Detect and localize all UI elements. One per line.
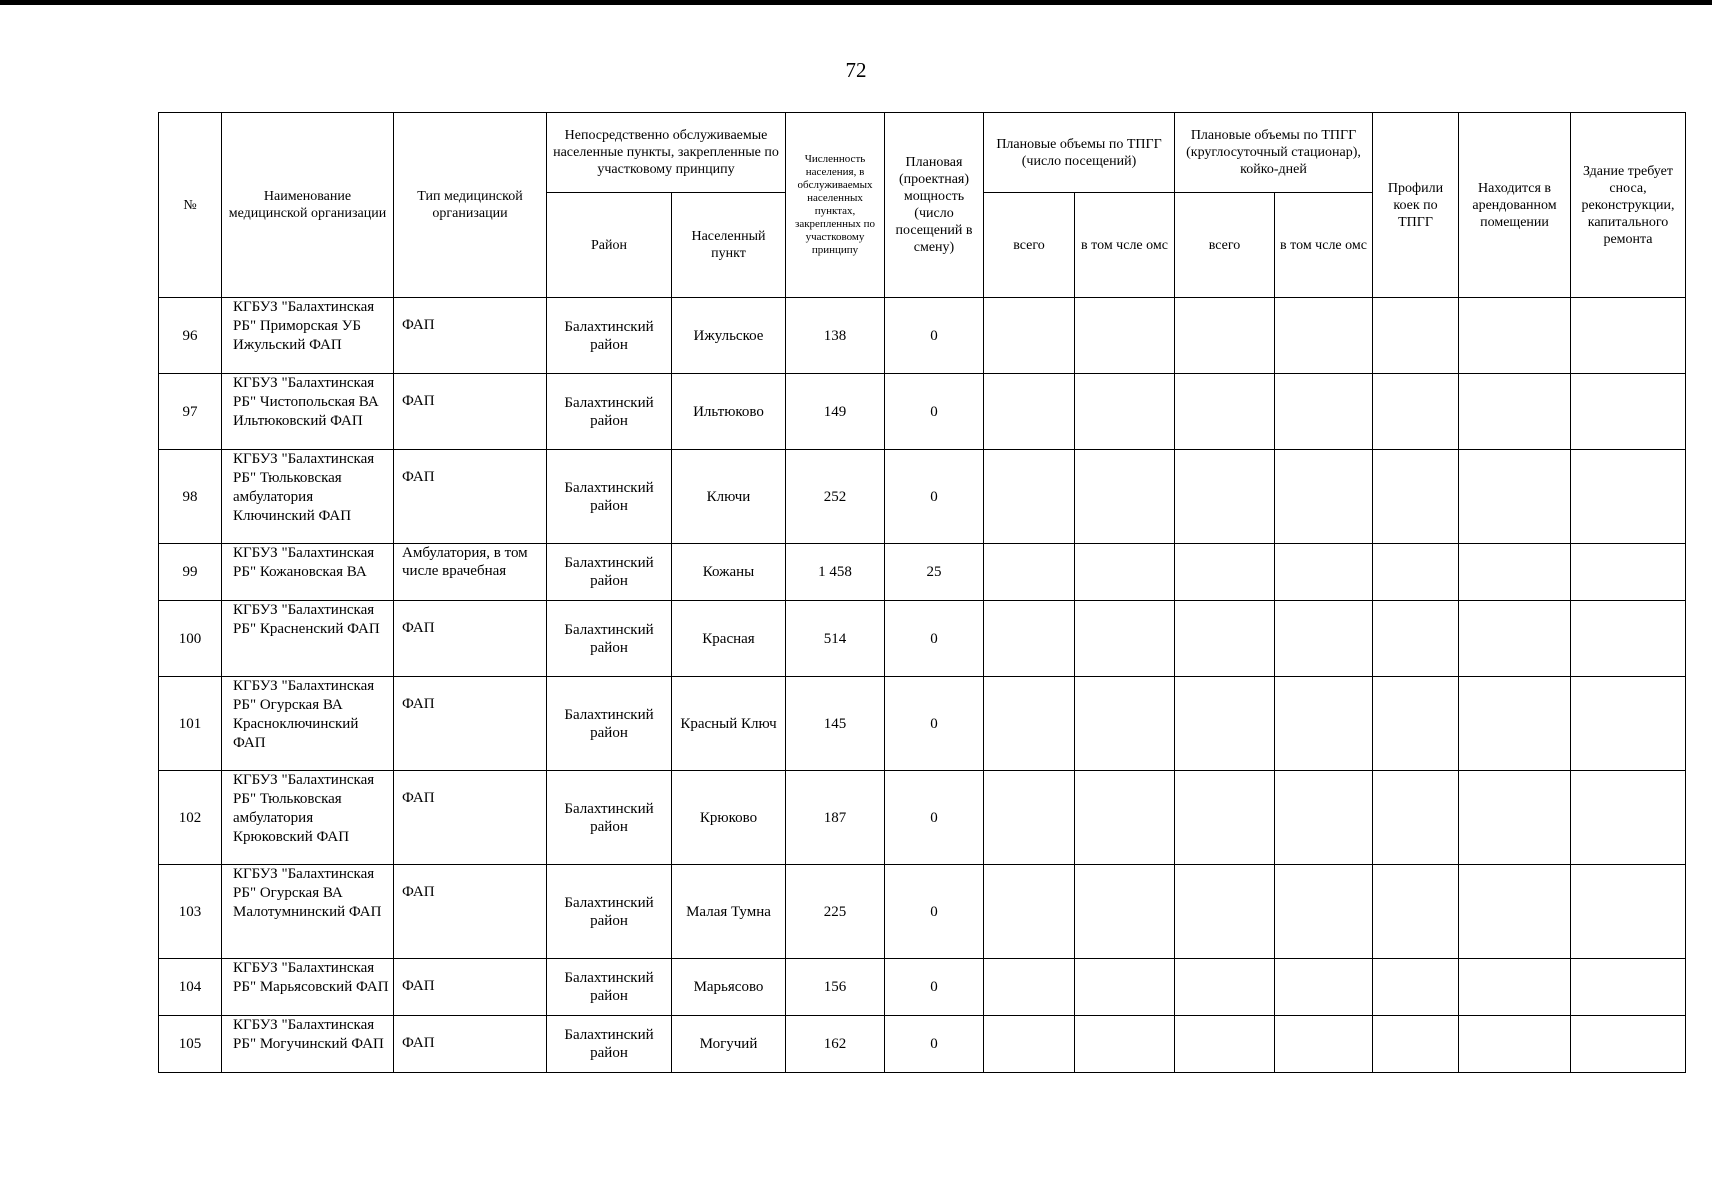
facilities-table: [158, 112, 1686, 1073]
row-building: [1571, 771, 1686, 865]
row-no: 101: [159, 677, 222, 771]
header-org-name: Наименование медицинской организации: [222, 113, 394, 298]
row-bed-profiles: [1373, 374, 1459, 450]
row-settlement: Малая Тумна: [672, 865, 786, 959]
row-no: 100: [159, 601, 222, 677]
row-rented: [1459, 601, 1571, 677]
row-visits-oms: [1075, 298, 1175, 374]
row-district: Балахтинский район: [547, 544, 672, 601]
row-rented: [1459, 959, 1571, 1016]
row-visits-total: [984, 544, 1075, 601]
header-district: Район: [547, 193, 672, 298]
row-settlement: Марьясово: [672, 959, 786, 1016]
row-building: [1571, 374, 1686, 450]
row-rented: [1459, 298, 1571, 374]
row-population: 514: [786, 601, 885, 677]
row-capacity: 0: [885, 771, 984, 865]
row-building: [1571, 601, 1686, 677]
row-district: Балахтинский район: [547, 959, 672, 1016]
row-org-type: ФАП: [394, 959, 547, 1016]
row-capacity: 0: [885, 959, 984, 1016]
row-population: 1 458: [786, 544, 885, 601]
row-org-type: ФАП: [394, 677, 547, 771]
row-hospital-oms: [1275, 771, 1373, 865]
row-bed-profiles: [1373, 959, 1459, 1016]
row-district: Балахтинский район: [547, 374, 672, 450]
row-hospital-oms: [1275, 677, 1373, 771]
row-no: 99: [159, 544, 222, 601]
row-rented: [1459, 865, 1571, 959]
row-bed-profiles: [1373, 298, 1459, 374]
row-org-type: ФАП: [394, 771, 547, 865]
row-district: Балахтинский район: [547, 677, 672, 771]
header-hospital-oms: в том чсле омс: [1275, 193, 1373, 298]
row-no: 98: [159, 450, 222, 544]
row-bed-profiles: [1373, 771, 1459, 865]
row-visits-oms: [1075, 865, 1175, 959]
row-settlement: Могучий: [672, 1016, 786, 1073]
row-building: [1571, 298, 1686, 374]
row-capacity: 0: [885, 677, 984, 771]
header-settlements-group: Непосредственно обслуживаемые населенные пункты, закрепленные по участковому принципу: [547, 113, 786, 193]
row-org-name: КГБУЗ "Балахтинская РБ" Красненский ФАП: [222, 601, 394, 677]
row-visits-oms: [1075, 601, 1175, 677]
row-org-name: КГБУЗ "Балахтинская РБ" Тюльковская амбулатория Крюковский ФАП: [222, 771, 394, 865]
row-rented: [1459, 1016, 1571, 1073]
row-visits-total: [984, 677, 1075, 771]
row-bed-profiles: [1373, 865, 1459, 959]
row-visits-oms: [1075, 374, 1175, 450]
row-visits-oms: [1075, 450, 1175, 544]
header-visits-total: всего: [984, 193, 1075, 298]
row-visits-total: [984, 450, 1075, 544]
row-hospital-total: [1175, 865, 1275, 959]
row-population: 252: [786, 450, 885, 544]
row-district: Балахтинский район: [547, 771, 672, 865]
row-population: 138: [786, 298, 885, 374]
row-settlement: Кожаны: [672, 544, 786, 601]
page-number: 72: [845, 58, 867, 82]
header-no: №: [159, 113, 222, 298]
row-org-name: КГБУЗ "Балахтинская РБ" Приморская УБ Ижульский ФАП: [222, 298, 394, 374]
row-rented: [1459, 374, 1571, 450]
row-no: 105: [159, 1016, 222, 1073]
row-visits-total: [984, 1016, 1075, 1073]
row-org-name: КГБУЗ "Балахтинская РБ" Кожановская ВА: [222, 544, 394, 601]
row-capacity: 0: [885, 601, 984, 677]
table-row: [159, 959, 1686, 1016]
row-hospital-oms: [1275, 865, 1373, 959]
row-org-name: КГБУЗ "Балахтинская РБ" Могучинский ФАП: [222, 1016, 394, 1073]
row-rented: [1459, 544, 1571, 601]
row-capacity: 0: [885, 1016, 984, 1073]
row-district: Балахтинский район: [547, 601, 672, 677]
row-district: Балахтинский район: [547, 865, 672, 959]
header-visits-group: Плановые объемы по ТПГГ (число посещений): [984, 113, 1175, 193]
row-org-type: ФАП: [394, 601, 547, 677]
row-hospital-oms: [1275, 374, 1373, 450]
row-visits-oms: [1075, 771, 1175, 865]
header-rented: Находится в арендованном помещении: [1459, 113, 1571, 298]
row-org-type: ФАП: [394, 1016, 547, 1073]
row-hospital-total: [1175, 374, 1275, 450]
row-population: 225: [786, 865, 885, 959]
table-row: [159, 865, 1686, 959]
row-visits-total: [984, 959, 1075, 1016]
row-hospital-total: [1175, 959, 1275, 1016]
header-hospital-group: Плановые объемы по ТПГГ (круглосуточный стационар), койко-дней: [1175, 113, 1373, 193]
row-district: Балахтинский район: [547, 450, 672, 544]
row-org-name: КГБУЗ "Балахтинская РБ" Огурская ВА Малотумнинский ФАП: [222, 865, 394, 959]
row-rented: [1459, 677, 1571, 771]
table-row: [159, 677, 1686, 771]
row-no: 104: [159, 959, 222, 1016]
row-bed-profiles: [1373, 677, 1459, 771]
header-bed-profiles: Профили коек по ТПГГ: [1373, 113, 1459, 298]
row-rented: [1459, 450, 1571, 544]
row-district: Балахтинский район: [547, 1016, 672, 1073]
table-row: [159, 1016, 1686, 1073]
row-hospital-total: [1175, 298, 1275, 374]
row-hospital-oms: [1275, 450, 1373, 544]
header-building: Здание требует сноса, реконструкции, капитального ремонта: [1571, 113, 1686, 298]
row-settlement: Крюково: [672, 771, 786, 865]
header-hospital-total: всего: [1175, 193, 1275, 298]
row-settlement: Красная: [672, 601, 786, 677]
row-building: [1571, 865, 1686, 959]
row-population: 156: [786, 959, 885, 1016]
row-no: 96: [159, 298, 222, 374]
row-hospital-total: [1175, 771, 1275, 865]
table-row: [159, 771, 1686, 865]
header-org-type: Тип медицинской организации: [394, 113, 547, 298]
row-org-name: КГБУЗ "Балахтинская РБ" Тюльковская амбулатория Ключинский ФАП: [222, 450, 394, 544]
row-bed-profiles: [1373, 601, 1459, 677]
row-hospital-total: [1175, 1016, 1275, 1073]
header-capacity: Плановая (проектная) мощность (число посещений в смену): [885, 113, 984, 298]
row-building: [1571, 959, 1686, 1016]
row-no: 97: [159, 374, 222, 450]
top-scan-border: [0, 0, 1712, 5]
row-visits-oms: [1075, 677, 1175, 771]
row-visits-total: [984, 374, 1075, 450]
row-visits-total: [984, 771, 1075, 865]
row-capacity: 0: [885, 298, 984, 374]
row-population: 187: [786, 771, 885, 865]
row-hospital-total: [1175, 601, 1275, 677]
row-building: [1571, 544, 1686, 601]
header-visits-oms: в том чсле омс: [1075, 193, 1175, 298]
row-building: [1571, 450, 1686, 544]
row-capacity: 0: [885, 374, 984, 450]
row-org-name: КГБУЗ "Балахтинская РБ" Чистопольская ВА Ильтюковский ФАП: [222, 374, 394, 450]
row-capacity: 25: [885, 544, 984, 601]
row-hospital-total: [1175, 677, 1275, 771]
table-row: [159, 544, 1686, 601]
row-hospital-oms: [1275, 601, 1373, 677]
row-org-type: ФАП: [394, 374, 547, 450]
row-bed-profiles: [1373, 1016, 1459, 1073]
row-bed-profiles: [1373, 544, 1459, 601]
row-capacity: 0: [885, 865, 984, 959]
row-hospital-oms: [1275, 959, 1373, 1016]
row-org-type: ФАП: [394, 865, 547, 959]
row-settlement: Ильтюково: [672, 374, 786, 450]
row-no: 102: [159, 771, 222, 865]
row-settlement: Ключи: [672, 450, 786, 544]
row-population: 145: [786, 677, 885, 771]
row-visits-oms: [1075, 959, 1175, 1016]
row-org-name: КГБУЗ "Балахтинская РБ" Марьясовский ФАП: [222, 959, 394, 1016]
row-hospital-total: [1175, 450, 1275, 544]
row-org-name: КГБУЗ "Балахтинская РБ" Огурская ВА Красноключинский ФАП: [222, 677, 394, 771]
table-row: [159, 374, 1686, 450]
table-row: [159, 450, 1686, 544]
row-hospital-total: [1175, 544, 1275, 601]
header-population: Численность населения, в обслуживаемых населенных пунктах, закрепленных по участковому принципу: [786, 113, 885, 298]
row-org-type: Амбулатория, в том числе врачебная: [394, 544, 547, 601]
row-capacity: 0: [885, 450, 984, 544]
row-settlement: Красный Ключ: [672, 677, 786, 771]
row-rented: [1459, 771, 1571, 865]
row-visits-total: [984, 601, 1075, 677]
row-population: 162: [786, 1016, 885, 1073]
row-visits-total: [984, 865, 1075, 959]
row-district: Балахтинский район: [547, 298, 672, 374]
table-row: [159, 298, 1686, 374]
header-settlement: Населенный пункт: [672, 193, 786, 298]
row-visits-oms: [1075, 544, 1175, 601]
row-settlement: Ижульское: [672, 298, 786, 374]
row-hospital-oms: [1275, 1016, 1373, 1073]
row-hospital-oms: [1275, 298, 1373, 374]
row-building: [1571, 1016, 1686, 1073]
row-org-type: ФАП: [394, 298, 547, 374]
row-bed-profiles: [1373, 450, 1459, 544]
row-population: 149: [786, 374, 885, 450]
row-hospital-oms: [1275, 544, 1373, 601]
table-row: [159, 601, 1686, 677]
row-building: [1571, 677, 1686, 771]
row-org-type: ФАП: [394, 450, 547, 544]
row-no: 103: [159, 865, 222, 959]
row-visits-total: [984, 298, 1075, 374]
row-visits-oms: [1075, 1016, 1175, 1073]
